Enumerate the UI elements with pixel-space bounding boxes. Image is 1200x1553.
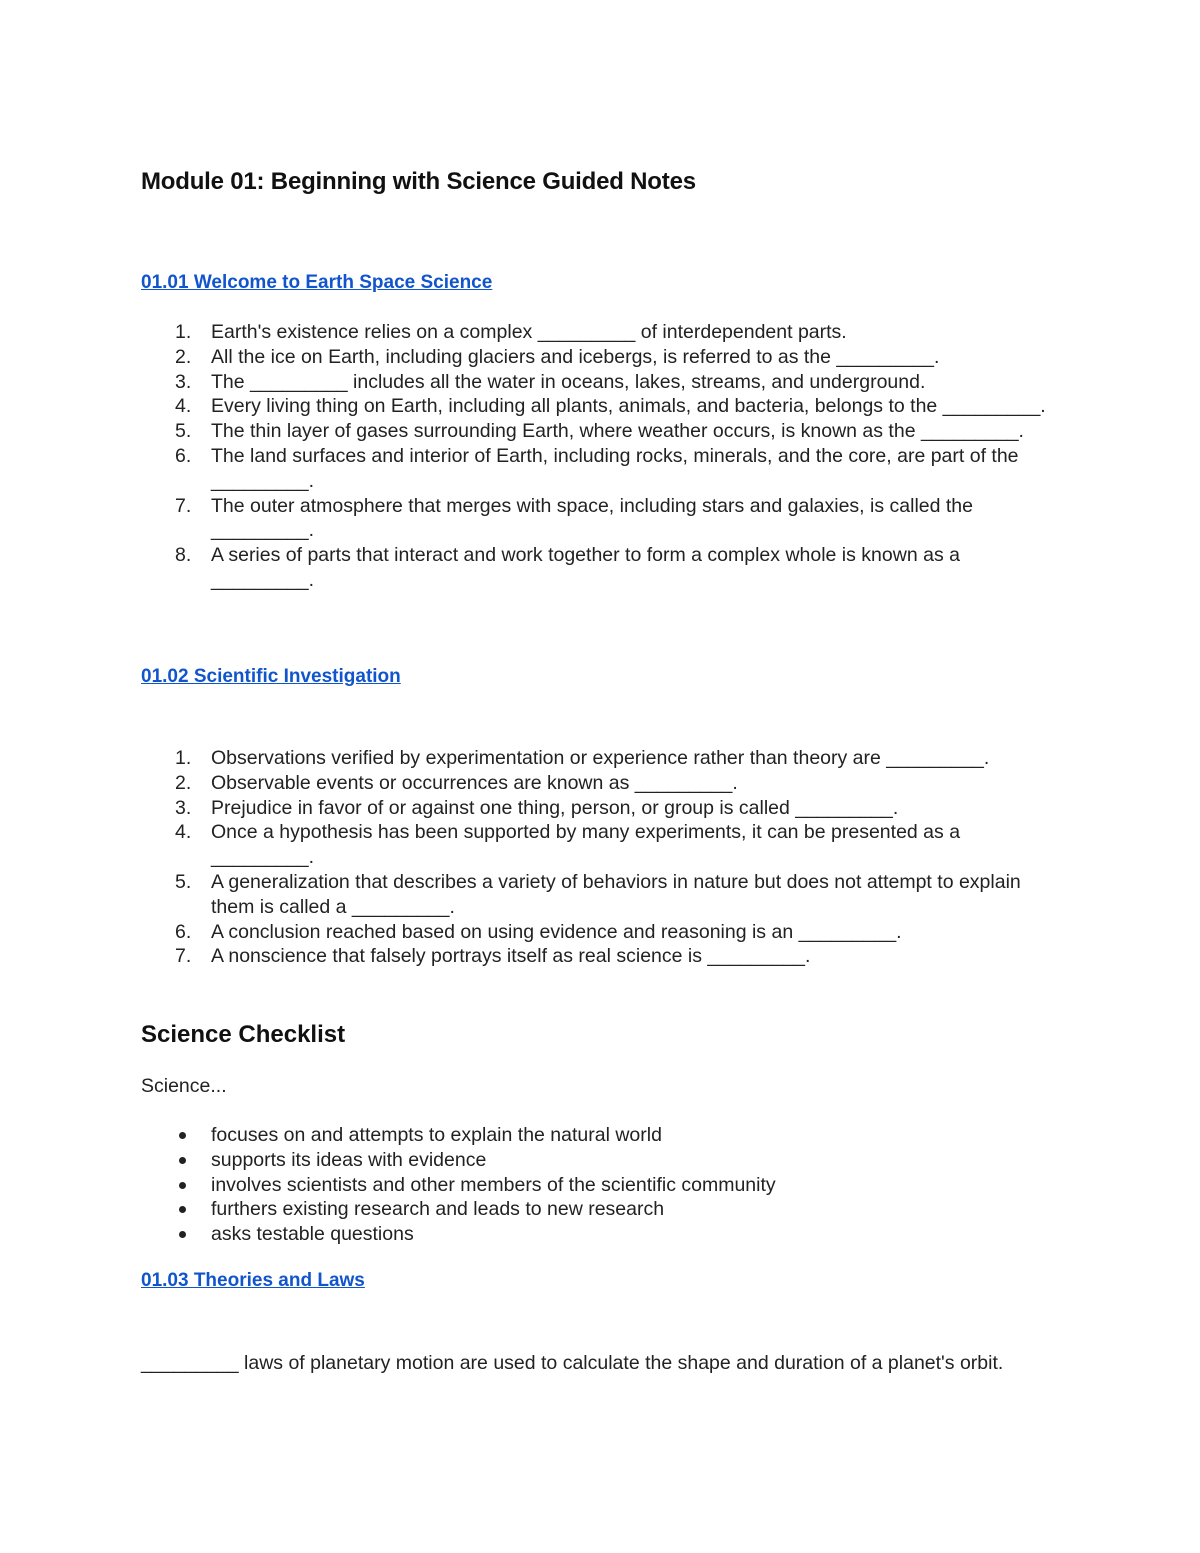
list-item-text: A nonscience that falsely portrays itself as real science is _________.	[211, 945, 811, 968]
list-item-text: The _________ includes all the water in oceans, lakes, streams, and underground.	[211, 370, 926, 393]
list-item	[141, 444, 1061, 494]
list-item-text: Prejudice in favor of or against one thing, person, or group is called _________.	[211, 796, 899, 819]
list-number: 6.	[175, 920, 192, 943]
section-link-01-02[interactable]: 01.02 Scientific Investigation	[141, 666, 401, 687]
list-number: 7.	[175, 494, 192, 517]
list-number: 2.	[175, 771, 192, 794]
list-number: 4.	[175, 395, 192, 418]
list-item	[141, 796, 1061, 821]
checklist-list	[141, 1123, 1061, 1247]
list-number: 1.	[175, 747, 192, 769]
list-number: 3.	[175, 370, 192, 393]
list-number: 8.	[175, 544, 192, 567]
list-item	[141, 345, 1061, 370]
list-item-text: The land surfaces and interior of Earth, including rocks, minerals, and the core, are part of the _________.	[211, 444, 1019, 492]
list-item	[141, 370, 1061, 395]
list-item	[141, 320, 1061, 345]
list-item	[141, 820, 1061, 870]
list-item-text: Observations verified by experimentation or experience rather than theory are _________.	[211, 747, 990, 769]
list-number: 7.	[175, 945, 192, 968]
list-item	[141, 920, 1061, 945]
section-01-03-text: _________ laws of planetary motion are used to calculate the shape and duration of a planet's orbit.	[141, 1352, 1004, 1374]
list-item-text: Every living thing on Earth, including all plants, animals, and bacteria, belongs to the _________.	[211, 395, 1046, 418]
list-item-text: Earth's existence relies on a complex _________ of interdependent parts.	[211, 321, 847, 343]
list-item-text: All the ice on Earth, including glaciers and icebergs, is referred to as the _________.	[211, 345, 940, 368]
list-item	[141, 494, 1061, 544]
bullet-icon	[179, 1182, 186, 1189]
list-item-text: The outer atmosphere that merges with space, including stars and galaxies, is called the _________.	[211, 494, 973, 542]
list-item	[141, 1123, 1061, 1148]
section-01-01-list	[141, 320, 1061, 593]
list-number: 3.	[175, 796, 192, 819]
list-item	[141, 1222, 1061, 1247]
section-link-01-01[interactable]: 01.01 Welcome to Earth Space Science	[141, 272, 493, 293]
checklist-heading: Science Checklist	[141, 1021, 346, 1048]
bullet-icon	[179, 1157, 186, 1164]
list-item	[141, 746, 1061, 771]
list-number: 5.	[175, 420, 192, 443]
list-item	[141, 543, 1061, 593]
list-item-text: supports its ideas with evidence	[211, 1148, 487, 1171]
section-01-02-list	[141, 746, 1061, 969]
list-number: 5.	[175, 870, 192, 893]
bullet-icon	[179, 1231, 186, 1238]
bullet-icon	[179, 1132, 186, 1139]
list-item	[141, 1173, 1061, 1198]
list-item-text: A generalization that describes a variety of behaviors in nature but does not attempt to explain them is called a _________.	[211, 870, 1021, 918]
list-item-text: Once a hypothesis has been supported by many experiments, it can be presented as a _________.	[211, 821, 961, 869]
list-item-text: focuses on and attempts to explain the natural world	[211, 1124, 662, 1146]
list-number: 1.	[175, 321, 192, 343]
list-item	[141, 419, 1061, 444]
section-link-01-03[interactable]: 01.03 Theories and Laws	[141, 1270, 365, 1291]
checklist-intro: Science...	[141, 1075, 227, 1097]
bullet-icon	[179, 1206, 186, 1213]
list-number: 4.	[175, 821, 192, 844]
list-item-text: A conclusion reached based on using evidence and reasoning is an _________.	[211, 920, 902, 943]
list-item-text: The thin layer of gases surrounding Earth, where weather occurs, is known as the _________.	[211, 420, 1024, 443]
list-item-text: involves scientists and other members of the scientific community	[211, 1173, 776, 1196]
list-item-text: Observable events or occurrences are known as _________.	[211, 771, 738, 794]
list-item-text: furthers existing research and leads to new research	[211, 1198, 665, 1221]
list-item	[141, 1197, 1061, 1222]
list-item	[141, 1148, 1061, 1173]
list-item	[141, 944, 1061, 969]
page-title: Module 01: Beginning with Science Guided Notes	[141, 168, 696, 195]
list-item	[141, 771, 1061, 796]
list-item	[141, 870, 1061, 920]
list-item-text: A series of parts that interact and work together to form a complex whole is known as a _________.	[211, 544, 960, 591]
list-number: 2.	[175, 345, 192, 368]
list-item-text: asks testable questions	[211, 1223, 414, 1246]
list-item	[141, 394, 1061, 419]
list-number: 6.	[175, 444, 192, 467]
